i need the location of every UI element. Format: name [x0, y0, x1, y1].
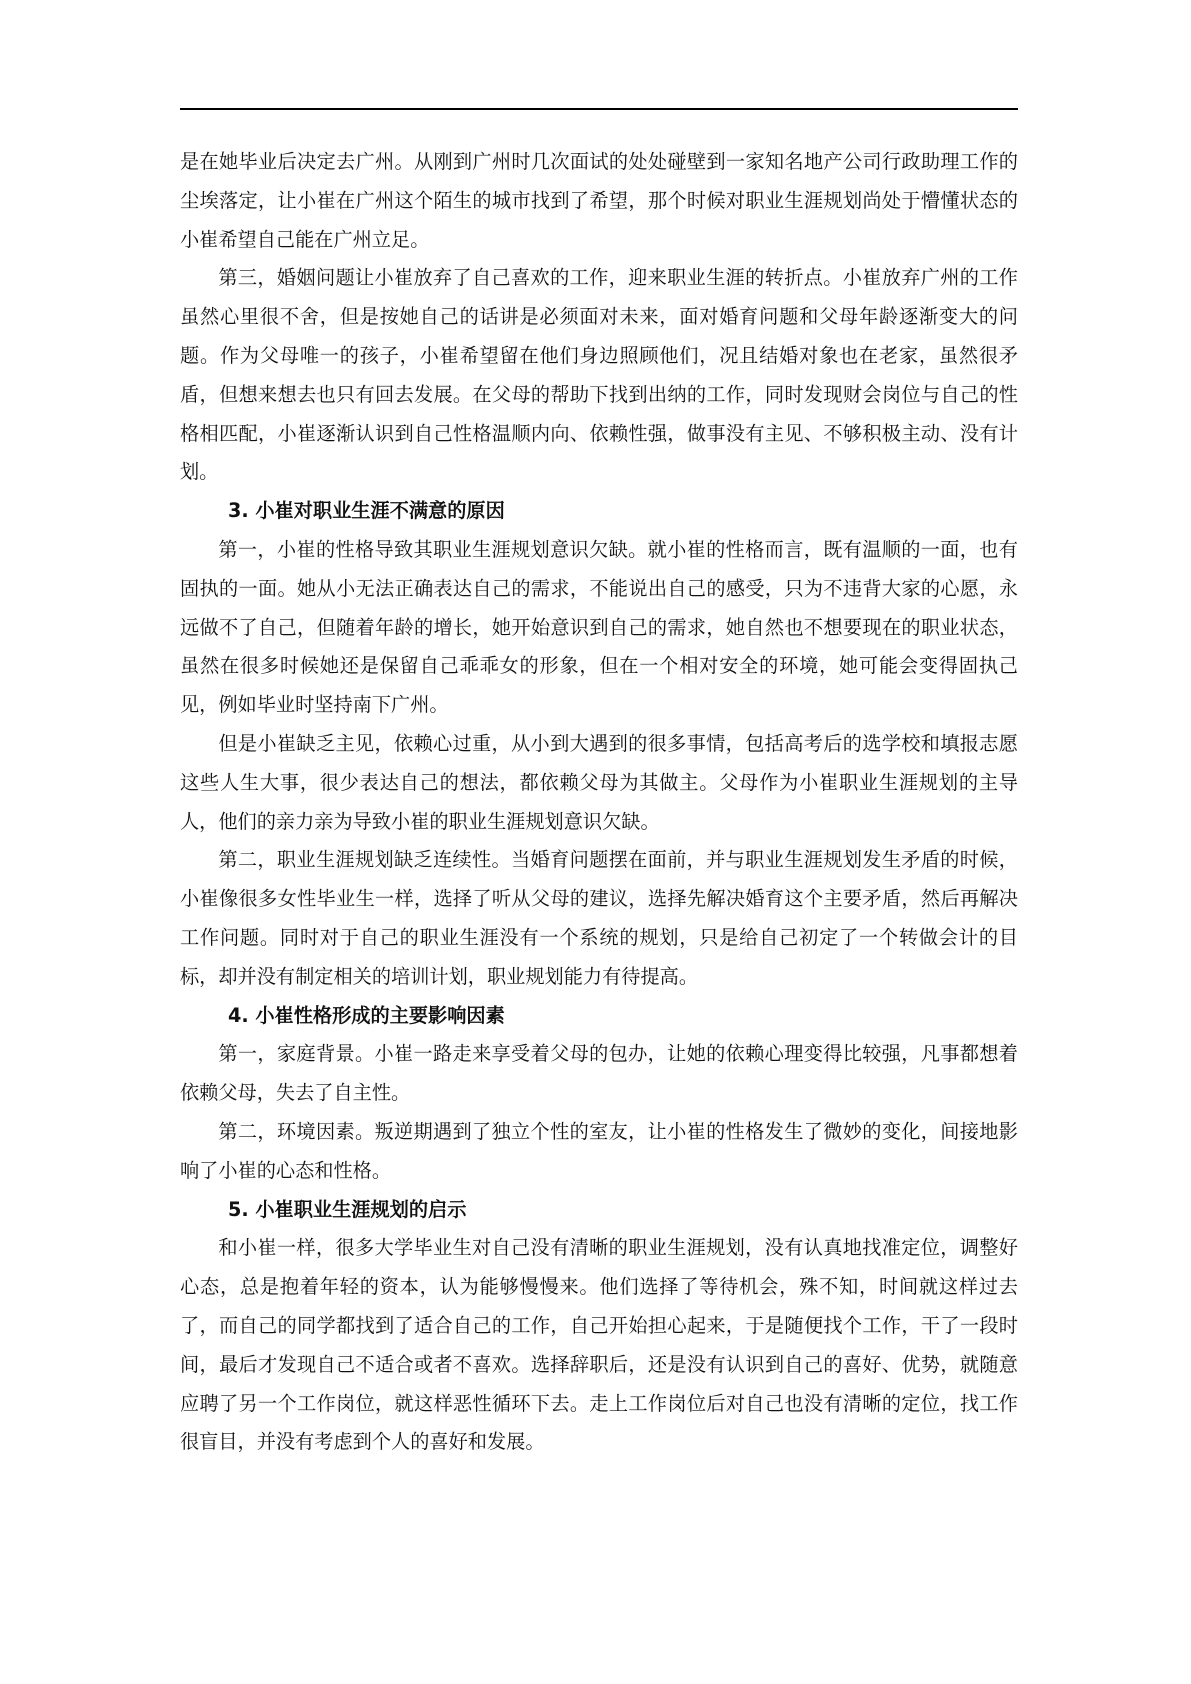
paragraph-continuity: 第二，职业生涯规划缺乏连续性。当婚育问题摆在面前，并与职业生涯规划发生矛盾的时候，小崔像很多女性毕业生一样，选择了听从父母的建议，选择先解决婚育这个主要矛盾，然后再解决工作问题。同时对于自己的职业生涯没有一个系统的规划，只是给自己初定了一个转做会计的目标，却并没有制定相关的培训计划，职业规划能力有待提高。 [180, 848, 1018, 988]
header-rule [180, 108, 1018, 110]
section-heading-5: 5. 小崔职业生涯规划的启示 [228, 1197, 467, 1221]
paragraph-continued: 是在她毕业后决定去广州。从刚到广州时几次面试的处处碰壁到一家知名地产公司行政助理工作的尘埃落定，让小崔在广州这个陌生的城市找到了希望，那个时候对职业生涯规划尚处于懵懂状态的小崔希望自己能在广州立足。 [180, 150, 1018, 251]
paragraph-environment: 第二，环境因素。叛逆期遇到了独立个性的室友，让小崔的性格发生了微妙的变化，间接地影响了小崔的心态和性格。 [180, 1119, 1018, 1182]
paragraph-marriage: 第三，婚姻问题让小崔放弃了自己喜欢的工作，迎来职业生涯的转折点。小崔放弃广州的工作虽然心里很不舍，但是按她自己的话讲是必须面对未来，面对婚育问题和父母年龄逐渐变大的问题。作为父母唯一的孩子，小崔希望留在他们身边照顾他们，况且结婚对象也在老家，虽然很矛盾，但想来想去也只有回去发展。在父母的帮助下找到出纳的工作，同时发现财会岗位与自己的性格相匹配，小崔逐渐认识到自己性格温顺内向、依赖性强，做事没有主见、不够积极主动、没有计划。 [180, 266, 1018, 484]
section-heading-4: 4. 小崔性格形成的主要影响因素 [228, 1003, 505, 1027]
section-heading-3: 3. 小崔对职业生涯不满意的原因 [228, 499, 505, 523]
paragraph-family: 第一，家庭背景。小崔一路走来享受着父母的包办，让她的依赖心理变得比较强，凡事都想着依赖父母，失去了自主性。 [180, 1042, 1018, 1105]
paragraph-inspiration: 和小崔一样，很多大学毕业生对自己没有清晰的职业生涯规划，没有认真地找准定位，调整好心态，总是抱着年轻的资本，认为能够慢慢来。他们选择了等待机会，殊不知，时间就这样过去了，而自己的同学都找到了适合自己的工作，自己开始担心起来，于是随便找个工作，干了一段时间，最后才发现自己不适合或者不喜欢。选择辞职后，还是没有认识到自己的喜好、优势，就随意应聘了另一个工作岗位，就这样恶性循环下去。走上工作岗位后对自己也没有清晰的定位，找工作很盲目，并没有考虑到个人的喜好和发展。 [180, 1236, 1018, 1454]
document-body [180, 143, 1018, 1462]
paragraph-dependence: 但是小崔缺乏主见，依赖心过重，从小到大遇到的很多事情，包括高考后的选学校和填报志愿这些人生大事，很少表达自己的想法，都依赖父母为其做主。父母作为小崔职业生涯规划的主导人，他们的亲力亲为导致小崔的职业生涯规划意识欠缺。 [180, 731, 1018, 833]
paragraph-personality: 第一，小崔的性格导致其职业生涯规划意识欠缺。就小崔的性格而言，既有温顺的一面，也有固执的一面。她从小无法正确表达自己的需求，不能说出自己的感受，只为不违背大家的心愿，永远做不了自己，但随着年龄的增长，她开始意识到自己的需求，她自然也不想要现在的职业状态，虽然在很多时候她还是保留自己乖乖女的形象，但在一个相对安全的环境，她可能会变得固执己见，例如毕业时坚持南下广州。 [180, 537, 1018, 717]
